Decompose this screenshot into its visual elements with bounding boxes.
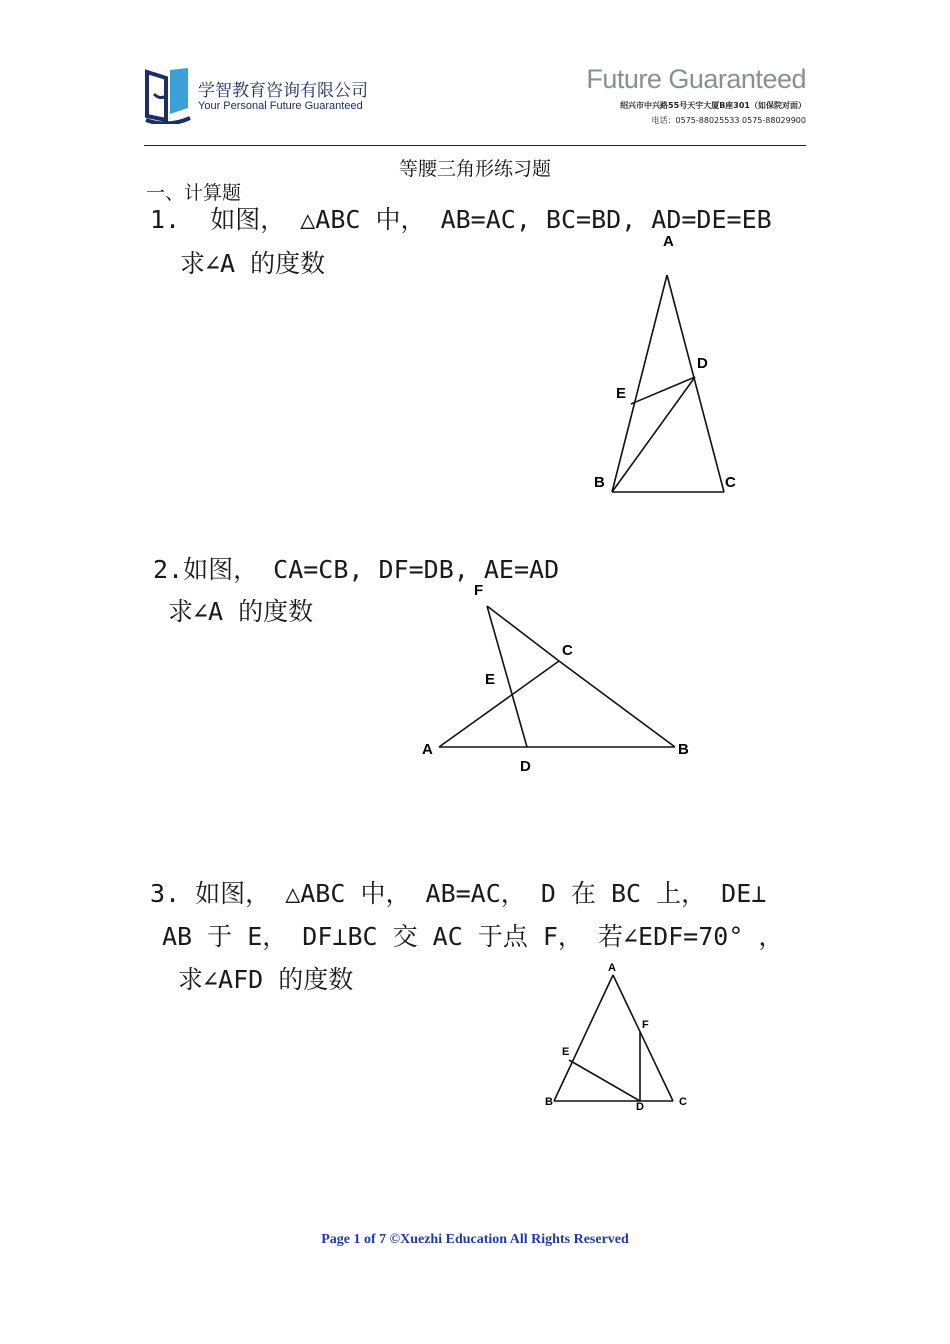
fig2-label-d: D [520,758,531,775]
question-3-line-2: AB 于 E， DF⊥BC 交 AC 于点 F， 若∠EDF=70° ， [162,922,784,951]
fig3-side-ab [554,975,613,1101]
fig2-segment-cb [559,661,675,747]
fig1-label-a: A [663,233,674,250]
figure-1 [560,230,780,510]
company-name-en: Your Personal Future Guaranteed [198,100,363,112]
fig2-label-a: A [422,741,433,758]
fig2-label-b: B [678,741,689,758]
fig3-label-b: B [545,1096,553,1108]
question-1-line-1: 1. 如图， △ABC 中， AB=AC, BC=BD, AD=DE=EB [150,205,772,234]
fig1-label-c: C [725,474,736,491]
fig1-side-ab [612,275,667,492]
fig2-segment-ac [439,661,559,747]
question-3-line-1: 3. 如图， △ABC 中， AB=AC， D 在 BC 上， DE⊥ [150,879,767,908]
figure-2 [420,590,700,770]
company-name-cn: 学智教育咨询有限公司 [198,81,368,101]
figure-3 [540,960,700,1120]
page-footer: Page 1 of 7 ©Xuezhi Education All Rights Reserved [321,1232,629,1247]
header-divider [144,145,806,146]
fig1-label-e: E [616,385,627,402]
question-3-line-3: 求∠AFD 的度数 [178,965,354,994]
fig3-side-ac [613,975,673,1101]
question-2-line-2: 求∠A 的度数 [168,597,314,626]
fig2-label-e: E [485,671,496,688]
section-heading: 一、计算题 [146,182,242,204]
book-logo-icon [144,66,194,124]
page-title: 等腰三角形练习题 [398,158,551,180]
fig2-label-f: F [474,582,484,599]
fig3-label-d: D [636,1101,644,1113]
phone: 电话：0575-88025533 0575-88029900 [651,116,806,125]
fig1-label-d: D [697,355,708,372]
logo [144,66,194,124]
slogan: Future Guaranteed [586,64,806,94]
fig1-label-b: B [594,474,605,491]
fig2-segment-fc [487,606,559,661]
fig3-label-c: C [679,1096,687,1108]
fig3-label-e: E [562,1046,570,1058]
fig1-side-ac [667,275,724,492]
fig3-label-f: F [642,1019,649,1031]
fig3-segment-ed [569,1060,640,1101]
question-1-line-2: 求∠A 的度数 [180,249,326,278]
fig2-label-c: C [562,642,573,659]
question-2-line-1: 2.如图， CA=CB, DF=DB, AE=AD [153,555,560,584]
fig3-label-a: A [608,962,616,974]
address: 绍兴市中兴路55号天宇大厦B座301（如保院对面） [620,101,806,110]
